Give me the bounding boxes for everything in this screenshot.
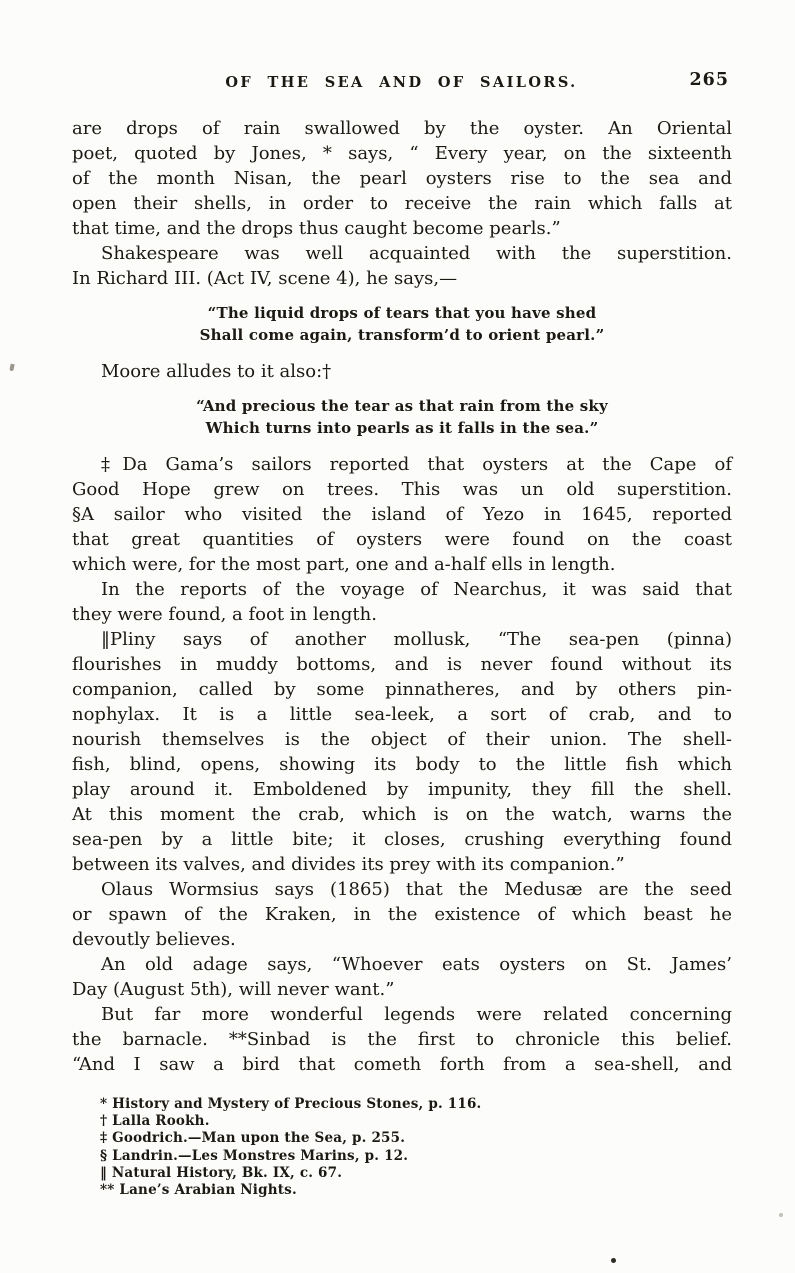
text-line: fish, blind, opens, showing its body to the little fish which (72, 754, 732, 775)
text-line: open their shells, in order to receive the rain which falls at (72, 193, 732, 214)
paragraph-block (72, 952, 732, 1002)
quote-line: “The liquid drops of tears that you have shed (207, 304, 597, 322)
text-line: or spawn of the Kraken, in the existence of which beast he (72, 904, 732, 925)
quote-block (72, 302, 732, 346)
quote-line: “And precious the tear as that rain from the sky (196, 397, 608, 415)
footnote: ‡ Goodrich.—Man upon the Sea, p. 255. (100, 1130, 406, 1147)
paragraph-block (72, 241, 732, 291)
paragraph-block (72, 359, 732, 384)
running-head (72, 72, 731, 94)
text-line: §A sailor who visited the island of Yezo in 1645, reported (72, 504, 732, 525)
quote-line: Which turns into pearls as it falls in the sea.” (205, 419, 599, 437)
text-line: poet, quoted by Jones, * says, “ Every year, on the sixteenth (72, 143, 732, 164)
paragraph-block (72, 116, 732, 241)
text-line: companion, called by some pinnatheres, and by others pin- (72, 679, 732, 700)
text-line: ‡Da Gama’s sailors reported that oysters at the Cape of (101, 454, 732, 475)
paragraph-block (72, 877, 732, 952)
text-line: nourish themselves is the object of their union. The shell- (72, 729, 732, 750)
text-line: between its valves, and divides its prey with its companion.” (72, 854, 625, 875)
text-line: Day (August 5th), will never want.” (72, 979, 395, 1000)
text-line: Olaus Wormsius says (1865) that the Medusæ are the seed (101, 879, 732, 900)
scan-artifact (9, 364, 14, 372)
text-line: are drops of rain swallowed by the oyster. An Oriental (72, 118, 732, 139)
page-body (72, 116, 732, 1077)
text-line: ‖Pliny says of another mollusk, “The sea-pen (pinna) (101, 629, 732, 650)
text-line: An old adage says, “Whoever eats oysters on St. James’ (101, 954, 732, 975)
footnotes (72, 1096, 732, 1199)
paragraph-block (72, 627, 732, 877)
quote-line: Shall come again, transform’d to orient pearl.” (199, 326, 605, 344)
text-line: In Richard III. (Act IV, scene 4), he says,— (72, 268, 458, 289)
scan-artifact (611, 1258, 616, 1263)
text-line: In the reports of the voyage of Nearchus, it was said that (101, 579, 732, 600)
text-line: devoutly believes. (72, 929, 236, 950)
paragraph-block (72, 452, 732, 577)
chapter-title: OF THE SEA AND OF SAILORS. (225, 74, 578, 91)
footnote: ‖ Natural History, Bk. IX, c. 67. (100, 1164, 343, 1181)
text-line: that time, and the drops thus caught become pearls.” (72, 218, 561, 239)
text-line: nophylax. It is a little sea-leek, a sort of crab, and to (72, 704, 732, 725)
footnote: * History and Mystery of Precious Stones, p. 116. (100, 1096, 482, 1112)
text-line: that great quantities of oysters were found on the coast (72, 529, 732, 550)
text-line: which were, for the most part, one and a-half ells in length. (72, 554, 616, 575)
text-line: Shakespeare was well acquainted with the superstition. (101, 243, 732, 264)
page-number: 265 (689, 70, 729, 90)
text-line: “And I saw a bird that cometh forth from a sea-shell, and (72, 1054, 732, 1075)
footnote: † Lalla Rookh. (100, 1113, 210, 1130)
text-line: they were found, a foot in length. (72, 604, 377, 625)
footnote: § Landrin.—Les Monstres Marins, p. 12. (100, 1147, 409, 1164)
text-line: Good Hope grew on trees. This was un old superstition. (72, 479, 732, 500)
paragraph-block (72, 577, 732, 627)
quote-block (72, 395, 732, 439)
text-line: flourishes in muddy bottoms, and is never found without its (72, 654, 732, 675)
text-line: But far more wonderful legends were related concerning (101, 1004, 732, 1025)
text-line: play around it. Emboldened by impunity, they fill the shell. (72, 779, 732, 800)
text-line: At this moment the crab, which is on the watch, warns the (72, 804, 732, 825)
text-line: the barnacle. **Sinbad is the first to chronicle this belief. (72, 1029, 732, 1050)
footnote: ** Lane’s Arabian Nights. (100, 1182, 297, 1199)
scan-artifact (779, 1213, 783, 1217)
paragraph-block (72, 1002, 732, 1077)
text-line: Moore alludes to it also:† (101, 361, 332, 382)
text-line: of the month Nisan, the pearl oysters rise to the sea and (72, 168, 732, 189)
text-line: sea-pen by a little bite; it closes, crushing everything found (72, 829, 732, 850)
